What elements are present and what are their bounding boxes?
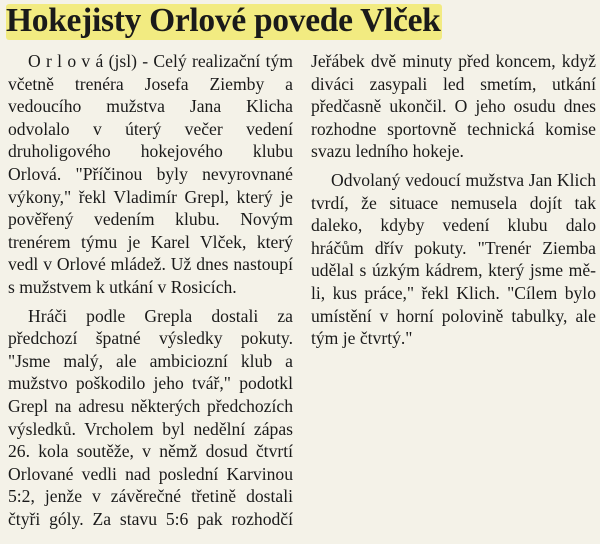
paragraph-3: Odvolaný vedoucí mužstva Jan Klich tvrdí, že situace nemusela dojít tak daleko, kdyby vedení klubu dalo hráčům dřív pokuty. "Trenér Ziemba udělal s úzkým kádrem, který jsme měli, kus práce," řekl Klich. "Cílem bylo umístění v horní polovině tabulky, ale tým je čtvrtý." [311,169,596,349]
article-body [8,50,596,544]
paragraph-2: Hráči podle Grepla dostali za předchozí špatné výsledky pokuty. "Jsme malý, ale ambiciozní klub a mužstvo poškodilo jeho tvář," podotkl Grepl na adresu některých předchozích výsledků. Vrcholem byl nedělní zápas 26. kola soutěže, v němž dosud čtvrtí Orlované vedli nad poslední Karvinou 5:2, jenže v závěrečné třetině dostali čtyři góly. Za stavu 5:6 pak rozhodčí Jeřábek dvě minuty před koncem, když diváci zasypali led smetím, utkání předčasně ukončil. O jeho osudu dnes rozhodne sportovně technická komise svazu ledního hokeje. [8,51,596,529]
paragraph-1: O r l o v á (jsl) - Celý realizační tým včetně trenéra Josefa Ziemby a vedoucího mužstva Jana Klicha odvolalo v úterý večer vedení druholigového hokejového klubu Orlová. "Příčinou byly nevyrovnané výkony," řekl Vladimír Grepl, který je pověřený vedením klubu. Novým trenérem týmu je Karel Vlček, který vedl v Orlové mládež. Už dnes nastoupí s mužstvem k utkání v Rosicích. [8,51,293,297]
headline: Hokejisty Orlové povede Vlček [6,2,441,39]
headline-area [0,0,600,46]
